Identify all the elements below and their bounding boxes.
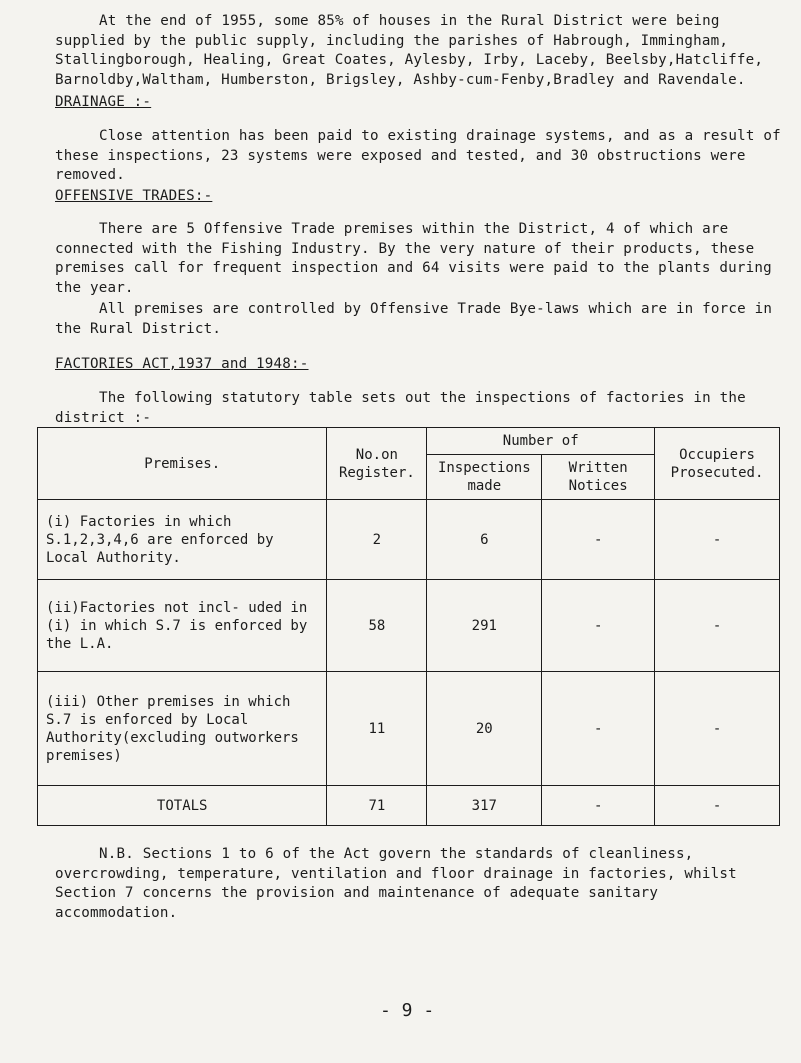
drainage-paragraph: Close attention has been paid to existing drainage systems, and as a result of these inspections, 23 systems were exposed and tested, and 30 obstructions were removed.: [55, 128, 790, 183]
offensive-trades-heading: OFFENSIVE TRADES:-: [55, 188, 213, 204]
row-inspections: 6: [427, 500, 542, 580]
table-row: [38, 672, 780, 786]
row-register: 11: [327, 672, 427, 786]
factories-table: [37, 427, 780, 826]
row-prosecuted: -: [655, 580, 780, 672]
header-register: No.on Register.: [327, 428, 427, 500]
drainage-heading: DRAINAGE :-: [55, 94, 152, 110]
row-notices: -: [542, 580, 655, 672]
row-label: (ii)Factories not incl- uded in (i) in which S.7 is enforced by the L.A.: [38, 580, 327, 672]
row-prosecuted: -: [655, 672, 780, 786]
row-register: 2: [327, 500, 427, 580]
row-notices: -: [542, 672, 655, 786]
table-row: [38, 500, 780, 580]
page-number: - 9 -: [380, 1000, 435, 1021]
header-prosecuted: Occupiers Prosecuted.: [655, 428, 780, 500]
nb-note-paragraph: N.B. Sections 1 to 6 of the Act govern the standards of cleanliness, overcrowding, temperature, ventilation and floor drainage in factories, whilst Section 7 concerns the provision and maintenance of adequate sanitary accommodation.: [55, 846, 746, 921]
header-number-of: Number of: [427, 428, 655, 455]
table-row: [38, 580, 780, 672]
offensive-trades-paragraph-1: There are 5 Offensive Trade premises within the District, 4 of which are connected with the Fishing Industry. By the very nature of their products, these premises call for frequent inspection and 64 visits were paid to the plants during the year.: [55, 221, 781, 296]
row-label: (i) Factories in which S.1,2,3,4,6 are enforced by Local Authority.: [38, 500, 327, 580]
header-inspections: Inspections made: [427, 455, 542, 500]
totals-label: TOTALS: [38, 786, 327, 826]
totals-notices: -: [542, 786, 655, 826]
row-notices: -: [542, 500, 655, 580]
water-supply-paragraph: At the end of 1955, some 85% of houses in the Rural District were being supplied by the public supply, including the parishes of Habrough, Immingham, Stallingborough, Healing, Great Coates, Aylesby, Irby, Laceby, Beelsby,Hatcliffe, Barnoldby,Waltham, Humberston, Brigsley, Ashby-cum-Fenby,Bradley and Ravendale.: [55, 13, 772, 88]
table-header-row: [38, 428, 780, 455]
factories-intro: The following statutory table sets out the inspections of factories in the district :-: [55, 390, 755, 426]
header-premises: Premises.: [38, 428, 327, 500]
row-register: 58: [327, 580, 427, 672]
totals-register: 71: [327, 786, 427, 826]
table-totals-row: [38, 786, 780, 826]
offensive-trades-paragraph-2: All premises are controlled by Offensive Trade Bye-laws which are in force in the Rural District.: [55, 301, 781, 337]
totals-prosecuted: -: [655, 786, 780, 826]
header-notices: Written Notices: [542, 455, 655, 500]
factories-heading: FACTORIES ACT,1937 and 1948:-: [55, 356, 309, 372]
totals-inspections: 317: [427, 786, 542, 826]
row-label: (iii) Other premises in which S.7 is enforced by Local Authority(excluding outworkers premises): [38, 672, 327, 786]
row-prosecuted: -: [655, 500, 780, 580]
row-inspections: 291: [427, 580, 542, 672]
row-inspections: 20: [427, 672, 542, 786]
